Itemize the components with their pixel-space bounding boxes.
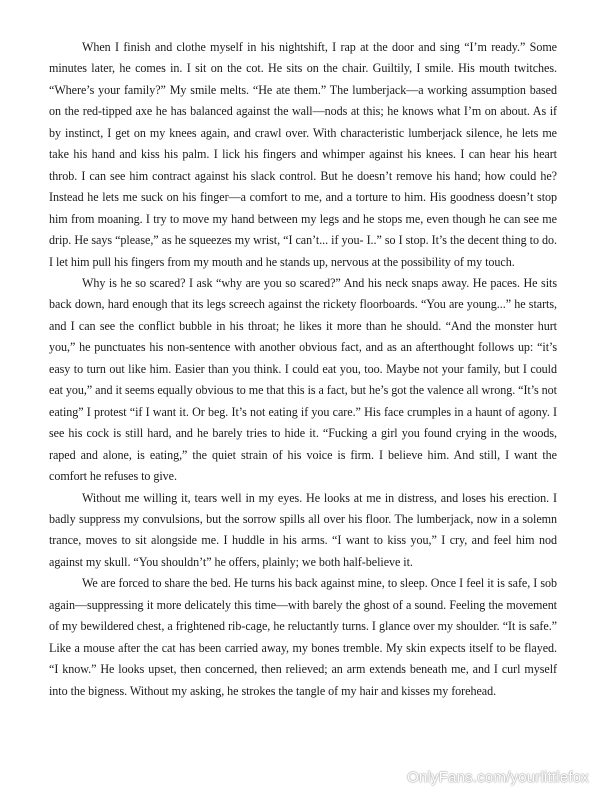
document-body <box>49 37 557 702</box>
paragraph-3: Without me willing it, tears well in my eyes. He looks at me in distress, and loses his erection. I badly suppress my convulsions, but the sorrow spills all over his floor. The lumberjack, now in a solemn trance, moves to sit alongside me. I huddle in his arms. “I want to kiss you,” I cry, and feel him nod against my skull. “You shouldn’t” he offers, plainly; we both half-believe it. <box>49 490 557 569</box>
paragraph-2: Why is he so scared? I ask “why are you so scared?” And his neck snaps away. He paces. He sits back down, hard enough that its legs screech against the rickety floorboards. “You are young...” he starts, and I can see the conflict bubble in his throat; he likes it more than he should. “And the monster hurt you,” he punctuates his non-sentence with another obvious fact, and as an afterthought follows up: “it’s easy to turn out like him. Easier than you think. I could eat you, too. Maybe not your family, but I could eat you,” and it seems equally obvious to me that this is a fact, but he’s got the valence all wrong. “It’s not eating” I protest “if I want it. Or beg. It’s not eating if you care.” His face crumples in a haunt of agony. I see his cock is still hard, and he barely tries to hide it. “Fucking a girl you found crying in the woods, raped and alone, is eating,” the quiet strain of his voice is firm. I believe him. And still, I want the comfort he refuses to give. <box>49 275 557 484</box>
paragraph-1: When I finish and clothe myself in his nightshift, I rap at the door and sing “I’m ready.” Some minutes later, he comes in. I sit on the cot. He sits on the chair. Guiltily, I smile. His mouth twitches. “Where’s your family?” My smile melts. “He ate them.” The lumberjack—a working assumption based on the red-tipped axe he has balanced against the wall—nods at this; he knows what I’m on about. As if by instinct, I get on my knees again, and crawl over. With characteristic lumberjack silence, he lets me take his hand and kiss his palm. I lick his fingers and whimper against his knees. I can hear his heart throb. I can see him contract against his slack control. But he doesn’t remove his hand; how could he? Instead he lets me suck on his finger—a comfort to me, and a torture to him. His goodness doesn’t stop him from moaning. I try to move my hand between my legs and he stops me, even though he can see me drip. He says “please,” as he squeezes my wrist, “I can’t... if you- I..” so I stop. It’s the decent thing to do. I let him pull his fingers from my mouth and he stands up, nervous at the possibility of my touch. <box>49 40 557 269</box>
paragraph-4: We are forced to share the bed. He turns his back against mine, to sleep. Once I feel it is safe, I sob again—suppressing it more delicately this time—with barely the ghost of a sound. Feeling the movement of my bewildered chest, a frightened rib-cage, he reluctantly turns. I glance over my shoulder. “It is safe.” Like a mouse after the cat has been carried away, my bones tremble. My skin expects itself to be flayed. “I know.” He looks upset, then concerned, then relieved; an arm extends beneath me, and I curl myself into the bigness. Without my asking, he strokes the tangle of my hair and kisses my forehead. <box>49 576 557 698</box>
watermark-text: OnlyFans.com/yourlittlefox <box>407 769 589 786</box>
